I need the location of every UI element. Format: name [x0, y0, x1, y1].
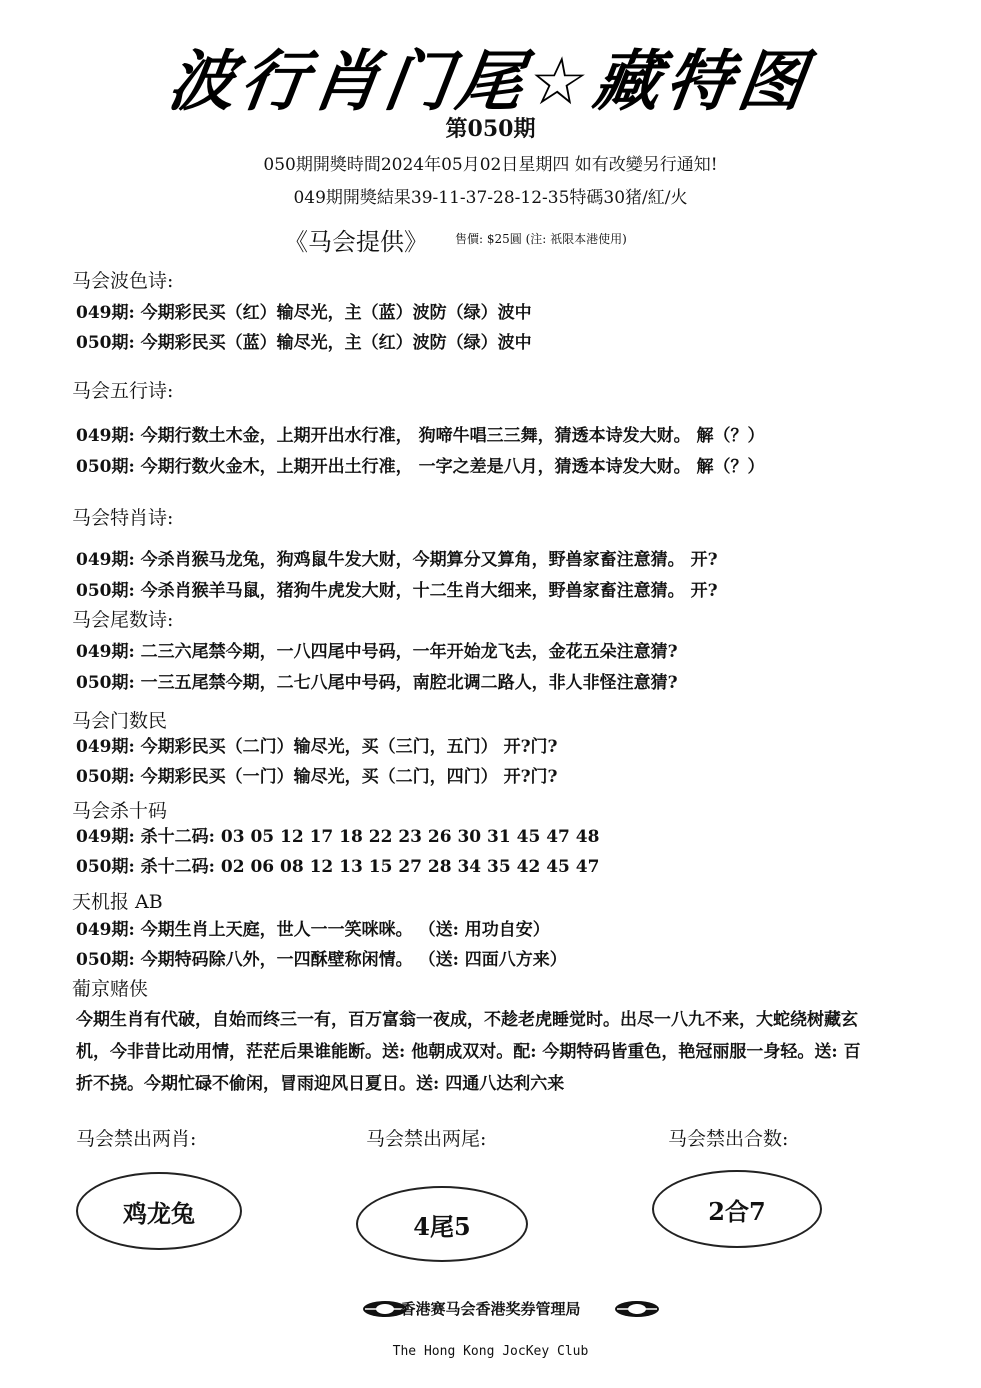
section-line: 049期: 今杀肖猴马龙兔，狗鸡鼠牛发大财，今期算分又算角，野兽家畜注意猜。 开?	[76, 550, 718, 570]
footer-org: 香港赛马会香港奖券管理局	[400, 1300, 581, 1318]
section-line: 049期: 今期彩民买（红）输尽光，主（蓝）波防（绿）波中	[76, 303, 532, 323]
section-line: 050期: 一三五尾禁今期，二七八尾中号码，南腔北调二路人，非人非怪注意猜?	[76, 673, 678, 693]
section-line: 050期: 今期彩民买（蓝）输尽光，主（红）波防（绿）波中	[76, 333, 532, 353]
section-line: 050期: 今杀肖猴羊马鼠，猪狗牛虎发大财，十二生肖大细来，野兽家畜注意猜。 开?	[76, 581, 718, 601]
ban-zodiac-label: 马会禁出两肖:	[76, 1128, 197, 1150]
ban-sum-value: 2合7	[708, 1196, 766, 1226]
section-line: 050期: 今期特码除八外，一四酥壁称闲情。 （送: 四面八方来）	[76, 950, 567, 970]
section-line: 050期: 今期彩民买（一门）输尽光，买（二门，四门） 开?门?	[76, 767, 558, 787]
section-heading: 马会门数民	[72, 710, 168, 732]
section-line: 049期: 今期生肖上天庭，世人一一笑咪咪。 （送: 用功自安）	[76, 920, 550, 940]
footer-english: The Hong Kong JocKey Club	[392, 1344, 589, 1359]
page-title: 波行肖门尾☆藏特图	[163, 43, 816, 120]
ban-tail-oval	[356, 1186, 528, 1262]
provider: 《马会提供》	[284, 228, 428, 256]
ban-tail-label: 马会禁出两尾:	[366, 1128, 487, 1150]
issue-number: 第050期	[445, 116, 536, 142]
section-line: 050期: 今期行数火金木，上期开出土行准， 一字之差是八月，猜透本诗发大财。 解（？）	[76, 457, 765, 477]
pujing-heading: 葡京赌侠	[72, 978, 149, 1000]
ban-sum-label: 马会禁出合数:	[668, 1128, 789, 1150]
last-result: 049期開獎結果39-11-37-28-12-35特碼30猪/紅/火	[293, 188, 688, 208]
section-line: 049期: 杀十二码: 03 05 12 17 18 22 23 26 30 31 45 47 48	[76, 827, 600, 847]
section-heading: 马会波色诗:	[72, 270, 174, 292]
section-heading: 天机报 AB	[72, 891, 163, 913]
ban-zodiac-value: 鸡龙兔	[123, 1198, 195, 1228]
pujing-text: 今期生肖有代破，自始而终三一有，百万富翁一夜成，不趁老虎睡觉时。出尽一八九不来，大蛇绕树藏玄机，今非昔比动用情，茫茫后果谁能断。送: 他朝成双对。配: 今期特码皆重色，艳冠丽服一身轻。送: 百折不挠。今期忙碌不偷闲，冒雨迎风日夏日。送: 四通八达利六来	[76, 1010, 861, 1094]
section-heading: 马会杀十码	[72, 800, 168, 822]
section-heading: 马会尾数诗:	[72, 609, 174, 631]
ban-sum-oval	[652, 1170, 822, 1248]
section-line: 049期: 今期行数土木金，上期开出水行准， 狗啼牛唱三三舞，猜透本诗发大财。 解（？）	[76, 426, 765, 446]
section-line: 049期: 二三六尾禁今期，一八四尾中号码，一年开始龙飞去，金花五朵注意猜?	[76, 642, 678, 662]
section-line: 050期: 杀十二码: 02 06 08 12 13 15 27 28 34 35 42 45 47	[76, 857, 600, 877]
ban-tail-value: 4尾5	[413, 1211, 471, 1241]
ban-zodiac-oval	[76, 1172, 242, 1250]
section-line: 049期: 今期彩民买（二门）输尽光，买（三门，五门） 开?门?	[76, 737, 558, 757]
price-note: 售價: $25圓 (注: 祇限本港使用)	[455, 232, 627, 246]
section-heading: 马会五行诗:	[72, 380, 174, 402]
section-heading: 马会特肖诗:	[72, 507, 174, 529]
draw-time: 050期開獎時間2024年05月02日星期四 如有改變另行通知!	[263, 155, 718, 175]
